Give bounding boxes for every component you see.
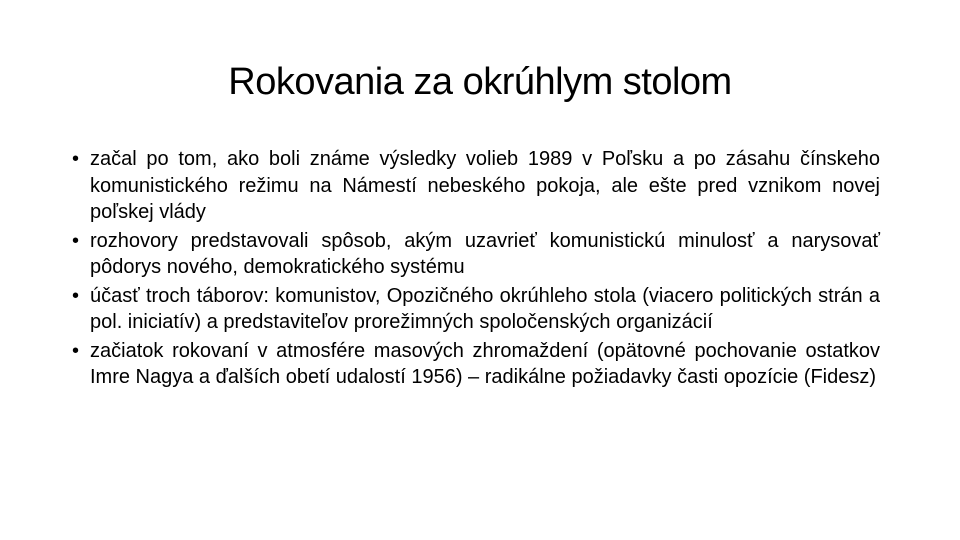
bullet-text: účasť troch táborov: komunistov, Opozičného okrúhleho stola (viacero politických strán a pol. iniciatív) a predstaviteľov prorežimných spoločenských organizácií [90,284,880,333]
bullet-marker: • [72,284,80,307]
bullet-marker: • [72,229,80,252]
bullet-item [72,146,880,226]
bullet-marker: • [72,339,80,362]
bullet-list [72,146,880,393]
bullet-marker: • [72,148,80,170]
bullet-item [72,338,880,391]
bullet-text: rozhovory predstavovali spôsob, akým uzavrieť komunistickú minulosť a narysovať pôdorys nového, demokratického systému [90,229,880,278]
slide-title: Rokovania za okrúhlym stolom [228,61,732,103]
bullet-item [72,228,880,281]
bullet-text: začiatok rokovaní v atmosfére masových zhromaždení (opätovné pochovanie ostatkov Imre Nagya a ďalších obetí udalostí 1956) – radikálne požiadavky časti opozície (Fidesz) [90,339,880,388]
bullet-item [72,283,880,336]
bullet-text: začal po tom, ako boli známe výsledky volieb 1989 v Poľsku a po zásahu čínskeho komunistického režimu na Námestí nebeského pokoja, ale ešte pred vznikom novej poľskej vlády [90,148,880,223]
